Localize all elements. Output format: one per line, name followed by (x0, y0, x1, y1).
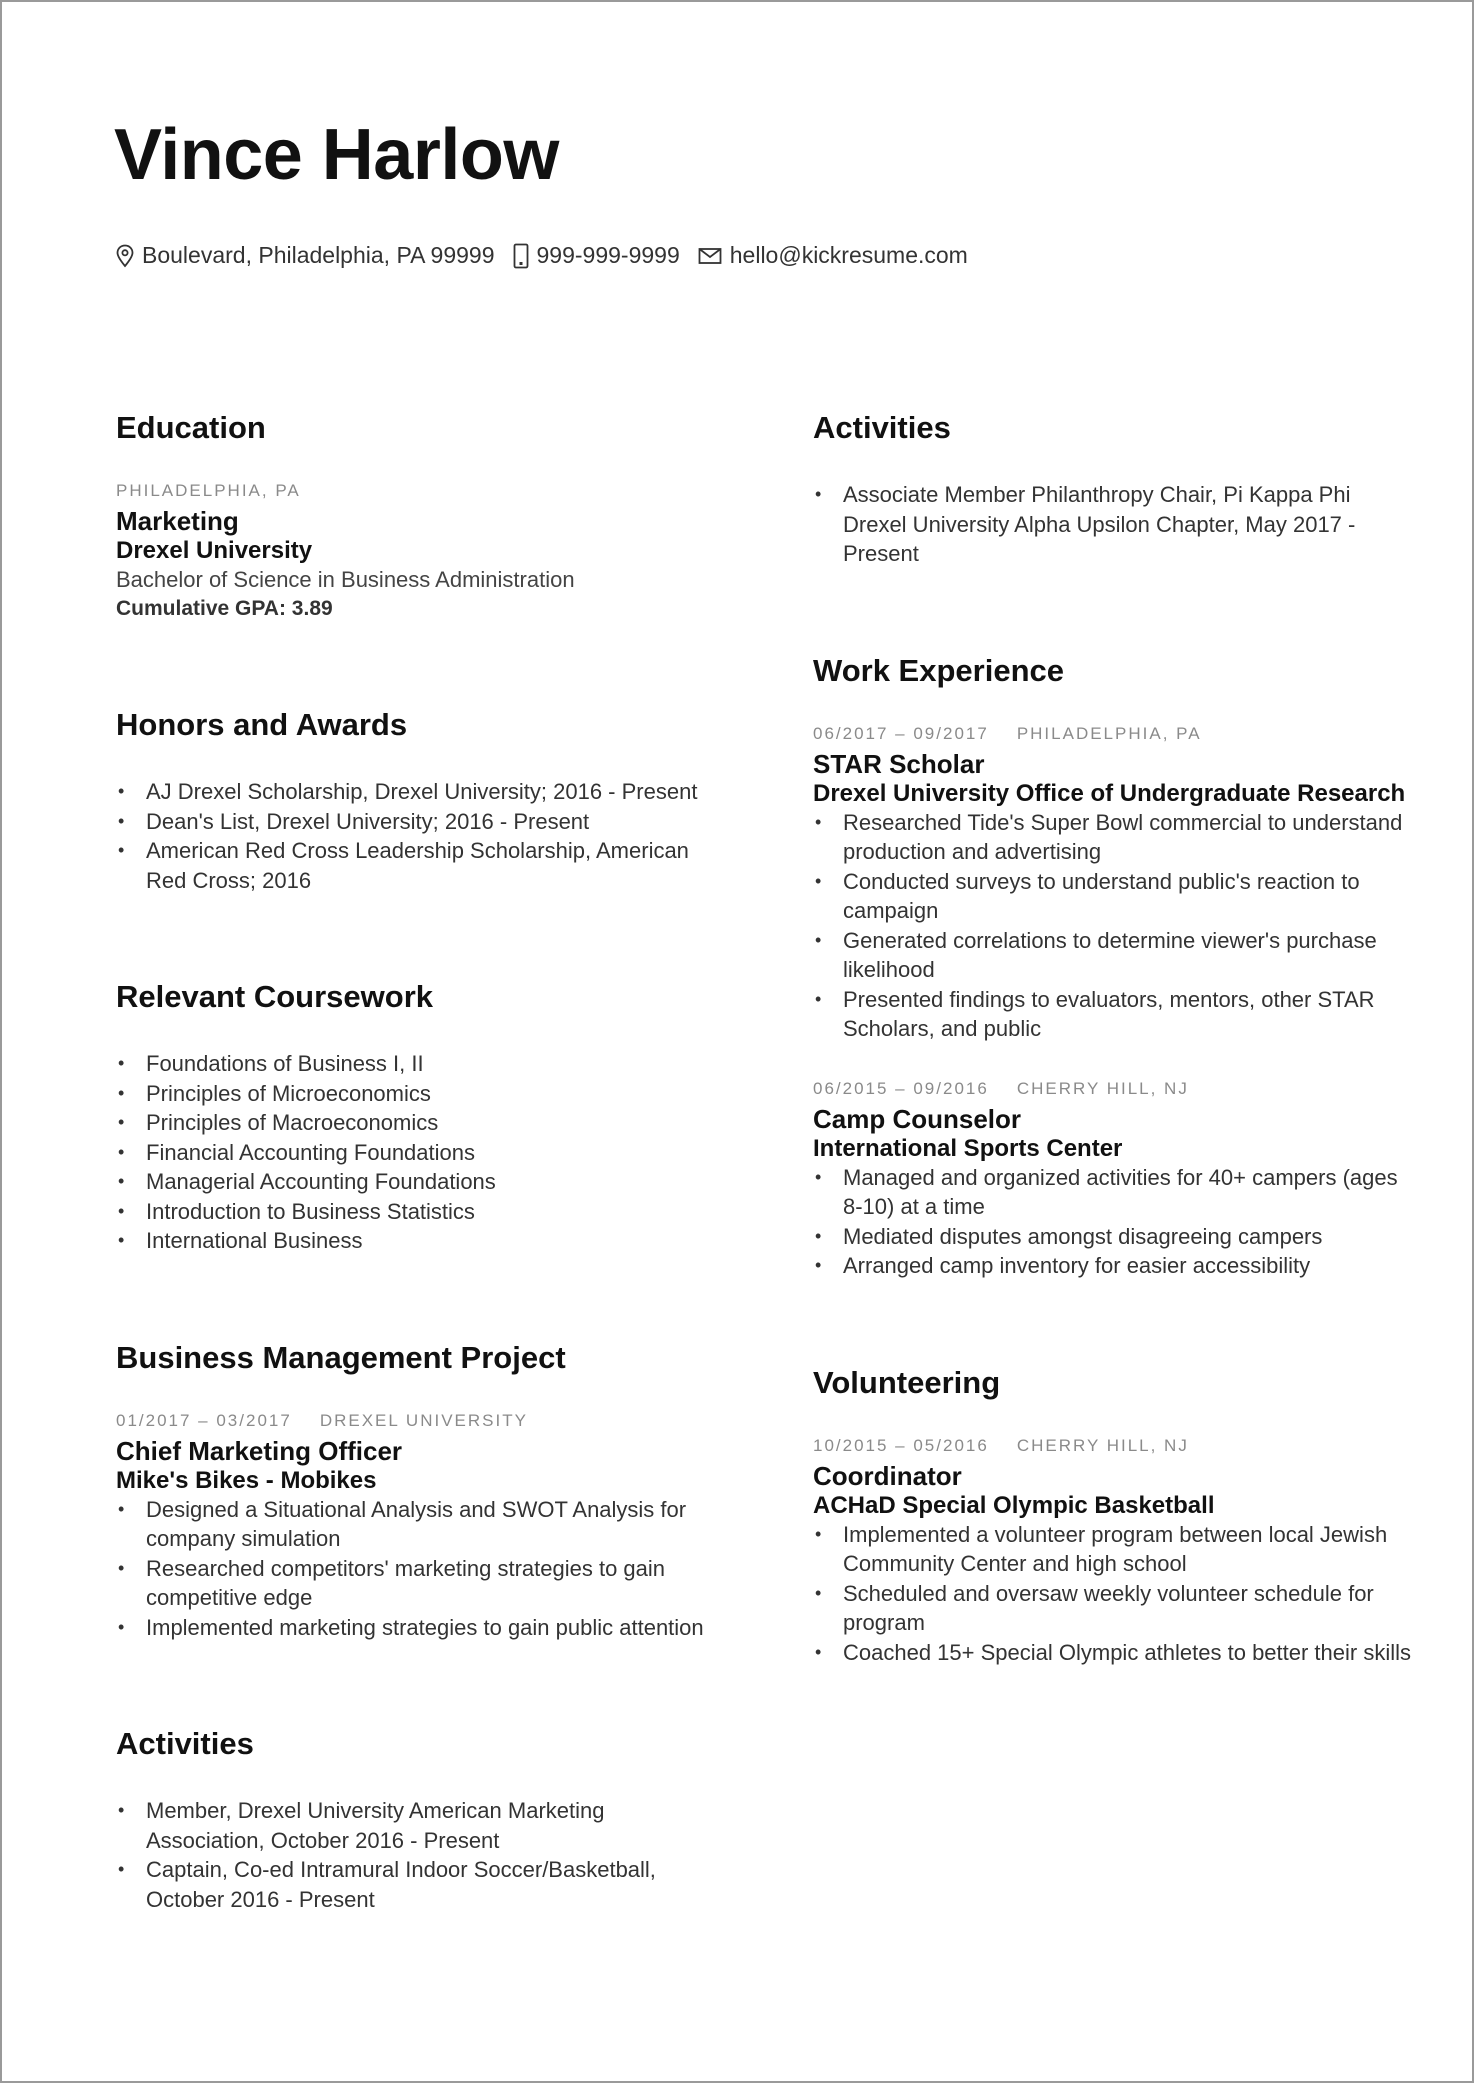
project-list (116, 1495, 706, 1643)
phone-icon (513, 243, 529, 269)
left-column (116, 410, 706, 1914)
coursework-list (116, 1049, 706, 1256)
list-item: • Researched Tide's Super Bowl commercial to understand production and advertising (843, 808, 1413, 867)
job-entry (813, 1078, 1413, 1281)
project-dates: 01/2017 – 03/2017 (116, 1410, 292, 1430)
section-title: Volunteering (813, 1364, 1001, 1400)
list-item: • American Red Cross Leadership Scholarship, American Red Cross; 2016 (146, 836, 706, 895)
envelope-icon (698, 247, 722, 265)
section-title: Activities (813, 410, 951, 445)
list-item: • Arranged camp inventory for easier accessibility (843, 1251, 1413, 1281)
contact-bar (116, 242, 986, 269)
list-item: • Introduction to Business Statistics (146, 1197, 706, 1227)
contact-address (116, 242, 495, 269)
list-item: • Principles of Macroeconomics (146, 1108, 706, 1138)
list-item: • Generated correlations to determine viewer's purchase likelihood (843, 926, 1413, 985)
list-item: • Conducted surveys to understand public's reaction to campaign (843, 867, 1413, 926)
list-item: • Managerial Accounting Foundations (146, 1167, 706, 1197)
education-school: Drexel University (116, 537, 313, 564)
education-section (116, 410, 706, 623)
candidate-name: Vince Harlow (114, 115, 559, 195)
job-meta (813, 1078, 1413, 1100)
list-item: • Designed a Situational Analysis and SWOT Analysis for company simulation (146, 1495, 706, 1554)
list-item: • Captain, Co-ed Intramural Indoor Soccer/Basketball, October 2016 - Present (146, 1855, 706, 1914)
education-location: PHILADELPHIA, PA (116, 481, 301, 500)
job-list (813, 1163, 1413, 1281)
honors-list (116, 777, 706, 895)
job-list (813, 808, 1413, 1044)
job-dates: 06/2017 – 09/2017 (813, 723, 989, 743)
list-item: • Dean's List, Drexel University; 2016 - Present (146, 807, 706, 837)
project-location: DREXEL UNIVERSITY (319, 1410, 528, 1430)
right-column (813, 410, 1413, 1667)
contact-email (698, 242, 968, 269)
email-link[interactable]: hello@kickresume.com (729, 242, 968, 268)
coursework-section (116, 979, 706, 1256)
job-meta (813, 723, 1413, 745)
job-role: Camp Counselor (813, 1103, 1022, 1134)
list-item: • Managed and organized activities for 40+ campers (ages 8-10) at a time (843, 1163, 1413, 1222)
list-item: • Financial Accounting Foundations (146, 1138, 706, 1168)
volunteering-section (813, 1365, 1413, 1668)
section-title: Relevant Coursework (116, 979, 433, 1014)
volunteering-org: ACHaD Special Olympic Basketball (813, 1491, 1215, 1519)
project-org: Mike's Bikes - Mobikes (116, 1466, 377, 1494)
list-item: • Foundations of Business I, II (146, 1049, 706, 1079)
volunteering-role: Coordinator (813, 1460, 962, 1491)
volunteering-meta (813, 1435, 1413, 1457)
education-degree: Bachelor of Science in Business Administration (116, 567, 575, 592)
list-item: • Implemented a volunteer program between local Jewish Community Center and high school (843, 1520, 1413, 1579)
volunteering-location: CHERRY HILL, NJ (1016, 1435, 1189, 1455)
job-entry (813, 723, 1413, 1044)
left-activities-list (116, 1796, 706, 1914)
list-item: • Scheduled and oversaw weekly volunteer schedule for program (843, 1579, 1413, 1638)
job-location: CHERRY HILL, NJ (1016, 1078, 1189, 1098)
project-meta (116, 1410, 706, 1432)
list-item: • Researched competitors' marketing strategies to gain competitive edge (146, 1554, 706, 1613)
job-location: PHILADELPHIA, PA (1016, 723, 1202, 743)
job-org: Drexel University Office of Undergraduate Research (813, 779, 1406, 807)
project-section (116, 1340, 706, 1643)
list-item: • Presented findings to evaluators, mentors, other STAR Scholars, and public (843, 985, 1413, 1044)
list-item: • Coached 15+ Special Olympic athletes to better their skills (843, 1638, 1413, 1668)
education-field: Marketing (116, 506, 239, 536)
list-item: • Mediated disputes amongst disagreeing campers (843, 1222, 1413, 1252)
location-pin-icon (116, 244, 134, 268)
honors-section (116, 707, 706, 895)
volunteering-list (813, 1520, 1413, 1668)
job-org: International Sports Center (813, 1134, 1123, 1162)
list-item: • Implemented marketing strategies to gain public attention (146, 1613, 706, 1643)
list-item: • Associate Member Philanthropy Chair, Pi Kappa Phi Drexel University Alpha Upsilon Chapter, May 2017 - Present (843, 480, 1413, 569)
section-title: Education (116, 410, 266, 445)
right-activities-section (813, 410, 1413, 569)
contact-phone (513, 242, 680, 269)
list-item: • AJ Drexel Scholarship, Drexel University; 2016 - Present (146, 777, 706, 807)
section-title: Work Experience (813, 652, 1064, 688)
address-text: Boulevard, Philadelphia, PA 99999 (142, 242, 495, 268)
section-title: Activities (116, 1726, 254, 1761)
left-activities-section (116, 1726, 706, 1914)
section-title: Honors and Awards (116, 707, 408, 742)
phone-text[interactable]: 999-999-9999 (536, 242, 680, 268)
list-item: • International Business (146, 1226, 706, 1256)
list-item: • Member, Drexel University American Marketing Association, October 2016 - Present (146, 1796, 706, 1855)
list-item: • Principles of Microeconomics (146, 1079, 706, 1109)
project-role: Chief Marketing Officer (116, 1435, 403, 1466)
job-role: STAR Scholar (813, 748, 985, 779)
section-title: Business Management Project (116, 1339, 566, 1375)
education-gpa: Cumulative GPA: 3.89 (116, 597, 333, 620)
job-dates: 06/2015 – 09/2016 (813, 1078, 989, 1098)
volunteering-dates: 10/2015 – 05/2016 (813, 1435, 989, 1455)
right-activities-list (813, 480, 1413, 569)
work-section (813, 653, 1413, 1281)
